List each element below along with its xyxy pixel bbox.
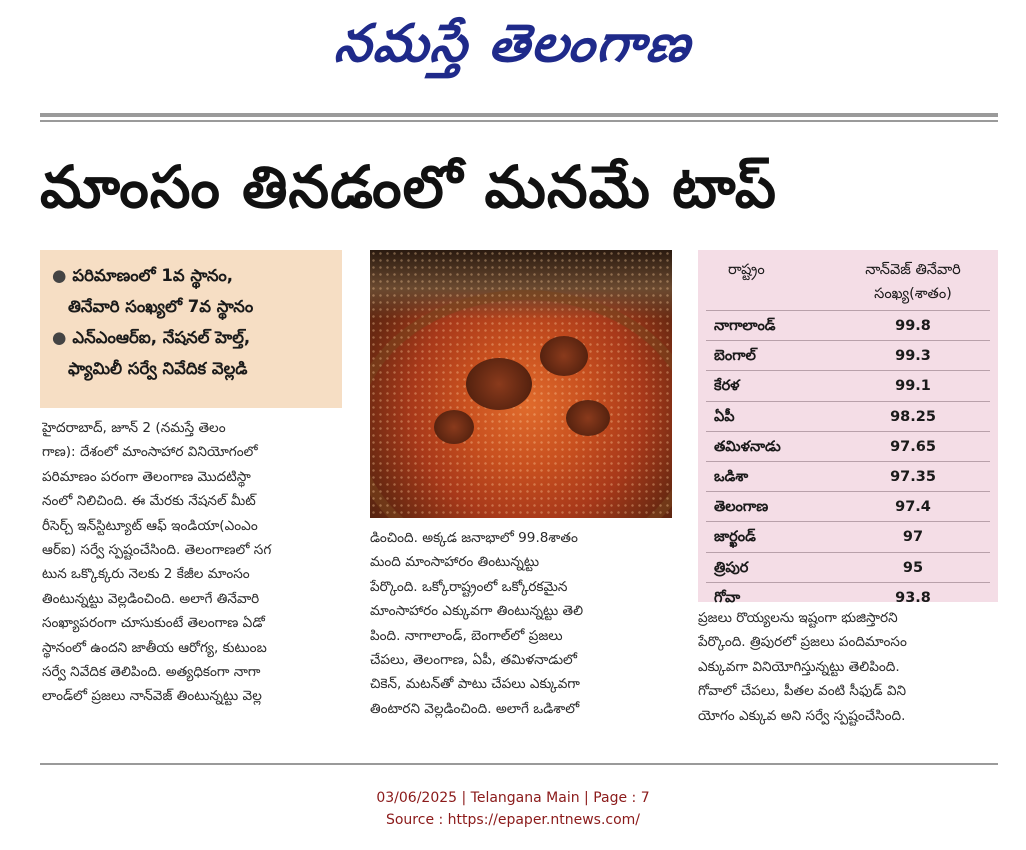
table-row <box>706 491 990 521</box>
table-cell-value: 97 <box>902 529 924 546</box>
table-cell-state: తెలంగాణ <box>714 499 769 516</box>
table-cell-state: ఏపీ <box>714 408 735 425</box>
body-text-line: మాంసాహారం ఎక్కువగా తింటున్నట్టు తెలి <box>370 603 584 620</box>
body-column-3 <box>698 606 998 728</box>
table-cell-value: 97.35 <box>890 468 936 485</box>
masthead-rule-thin <box>40 120 998 122</box>
article-headline: మాంసం తినడంలో మనమే టాప్ <box>40 153 777 221</box>
table-cell-value: 99.8 <box>895 318 931 334</box>
body-text-line: డించింది. అక్కడ జనాభాలో 99.8శాతం <box>370 530 578 546</box>
table-row <box>706 431 990 461</box>
nonveg-stats-table <box>698 250 998 606</box>
footer-source: Source : https://epaper.ntnews.com/ <box>385 812 641 828</box>
table-cell-state: బెంగాల్ <box>714 348 756 365</box>
body-text-line: పేర్కొంది. త్రిపురలో ప్రజలు పందిమాంసం <box>698 634 907 651</box>
table-cell-state: త్రిపుర <box>714 559 749 576</box>
table-header-value-line: నాన్‌వెజ్ తినేవారి <box>865 262 961 278</box>
highlight-line: పరిమాణంలో 1వ స్థానం, <box>72 266 234 285</box>
highlight-item-cont <box>52 291 332 322</box>
meat-piece <box>434 410 474 444</box>
table-body <box>706 310 990 612</box>
table-cell-state: ఒడిశా <box>714 468 749 485</box>
body-text-line: గాణ): దేశంలో మాంసాహార వినియోగంలో <box>42 444 258 461</box>
body-text-line: పింది. నాగాలాండ్, బెంగాల్‌లో ప్రజలు <box>370 627 563 644</box>
highlight-line: తినేవారి సంఖ్యలో 7వ స్థానం <box>68 297 254 316</box>
table-cell-value: 97.4 <box>895 499 931 516</box>
body-column-1 <box>42 416 342 709</box>
table-cell-value: 98.25 <box>890 408 936 425</box>
table-row <box>706 401 990 431</box>
table-cell-state: కేరళ <box>714 378 740 395</box>
table-cell-value: 95 <box>902 559 924 576</box>
table-row <box>706 461 990 491</box>
table-cell-value: 99.3 <box>895 348 931 365</box>
body-text-line: ప్రజలు రొయ్యలను ఇష్టంగా భుజిస్తారని <box>698 610 898 626</box>
body-text-line: తింటున్నట్టు వెల్లడించింది. అలాగే తినేవారి <box>42 590 260 607</box>
meat-piece <box>566 400 610 436</box>
food-photo <box>370 250 672 518</box>
highlight-item-cont <box>52 353 332 384</box>
body-text-line: ఆర్ఐ) సర్వే స్పష్టంచేసింది. తెలంగాణలో సగ <box>42 542 272 559</box>
body-text-line: మంది మాంసాహారం తింటున్నట్టు <box>370 554 540 571</box>
body-text-line: లాండ్‌లో ప్రజలు నాన్‌వెజ్ తింటున్నట్టు వెల్ల <box>42 688 262 705</box>
table-cell-state: నాగాలాండ్ <box>714 318 776 334</box>
body-text-line: పేర్కొంది. ఒక్కోరాష్ట్రంలో ఒక్కోరకమైన <box>370 578 568 595</box>
table-row <box>706 310 990 340</box>
highlights-box <box>40 250 342 408</box>
body-text-line: స్థానంలో ఉందని జాతీయ ఆరోగ్య, కుటుంబ <box>42 639 267 656</box>
table-cell-value: 93.8 <box>895 589 931 606</box>
body-text-line: చేపలు, తెలంగాణ, ఏపీ, తమిళనాడులో <box>370 652 578 669</box>
highlight-item <box>52 260 332 291</box>
body-text-line: యోగం ఎక్కువ అని సర్వే స్పష్టంచేసింది. <box>698 707 906 724</box>
bullet-icon: ● <box>52 328 67 347</box>
table-cell-value: 99.1 <box>895 378 931 395</box>
bullet-icon: ● <box>52 266 67 285</box>
table-header-value-line: సంఖ్య(శాతం) <box>874 286 952 302</box>
body-text-line: తింటారని వెల్లడించింది. అలాగే ఒడిశాలో <box>370 700 580 717</box>
table-cell-state: గోవా <box>714 589 741 606</box>
body-text-line: హైదరాబాద్, జూన్ 2 (నమస్తే తెలం <box>42 420 226 436</box>
masthead-rule <box>40 113 998 117</box>
body-text-line: టున ఒక్కొక్కరు నెలకు 2 కేజీల మాంసం <box>42 566 250 583</box>
table-cell-state: జార్ఖండ్ <box>714 529 756 546</box>
body-column-2 <box>370 526 672 721</box>
body-text-line: చికెన్, మటన్‌తో పాటు చేపలు ఎక్కువగా <box>370 676 580 693</box>
highlight-line: ఎన్ఎంఆర్ఐ, నేషనల్ హెల్త్, <box>72 328 251 347</box>
body-text-line: పరిమాణం పరంగా తెలంగాణ మొదటిస్థా <box>42 468 251 485</box>
table-header-value <box>838 258 988 306</box>
newspaper-logo: నమస్తే తెలంగాణ <box>331 13 695 74</box>
meat-piece <box>540 336 588 376</box>
body-text-line: రీసెర్చ్ ఇన్‌స్టిట్యూట్ ఆఫ్ ఇండియా(ఎంఎం <box>42 517 258 534</box>
highlight-item <box>52 322 332 353</box>
table-row <box>706 521 990 551</box>
body-text-line: సంఖ్యాపరంగా చూసుకుంటే తెలంగాణ ఏడో <box>42 615 265 632</box>
footer-rule <box>40 763 998 765</box>
table-cell-value: 97.65 <box>890 438 936 455</box>
highlight-line: ఫ్యామిలీ సర్వే నివేదిక వెల్లడి <box>68 359 248 378</box>
body-text-line: ఎక్కువగా వినియోగిస్తున్నట్టు తెలిపింది. <box>698 658 900 675</box>
body-text-line: గోవాలో చేపలు, పీతల వంటి సీఫుడ్ విని <box>698 683 907 700</box>
table-row <box>706 370 990 400</box>
table-row <box>706 552 990 582</box>
body-text-line: నంలో నిలిచింది. ఈ మేరకు నేషనల్ మీట్ <box>42 493 256 510</box>
body-text-line: సర్వే నివేదిక తెలిపింది. అత్యధికంగా నాగా <box>42 664 261 681</box>
footer-date-page: 03/06/2025 | Telangana Main | Page : 7 <box>376 790 650 806</box>
meat-piece <box>466 358 532 410</box>
table-header-state: రాష్ట్రం <box>728 262 765 278</box>
table-row <box>706 340 990 370</box>
masthead <box>0 4 1026 84</box>
table-cell-state: తమిళనాడు <box>714 438 781 455</box>
